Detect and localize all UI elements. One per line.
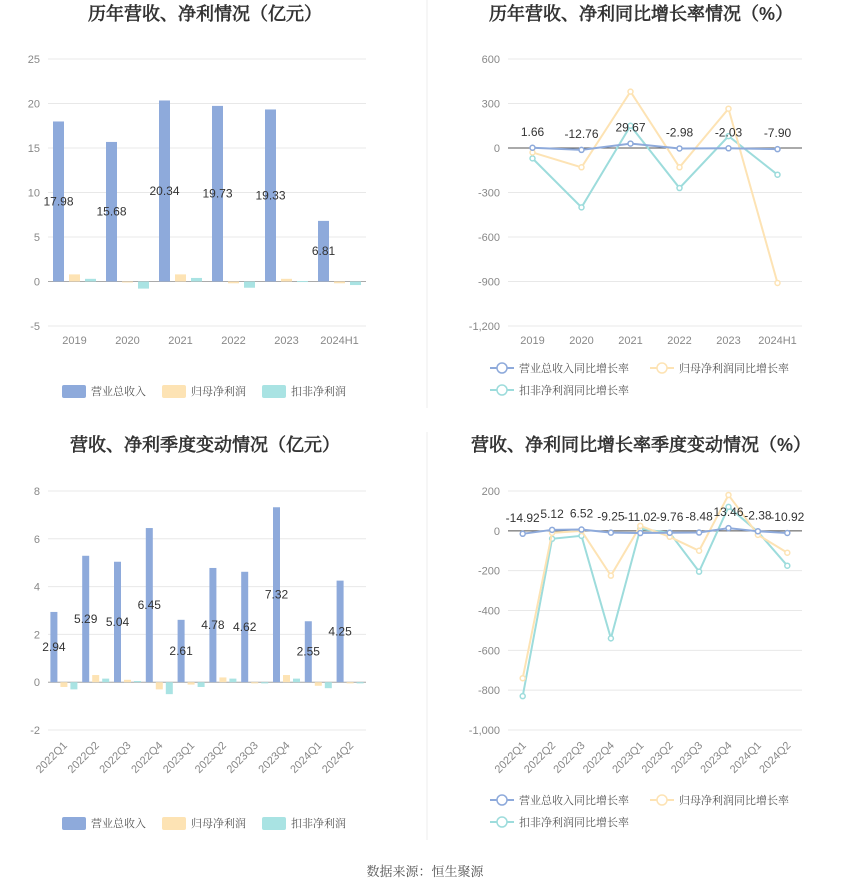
data-point [697,530,702,535]
plot-area [521,89,792,285]
x-tick-label: 2024Q1 [288,739,325,776]
plot-area [43,100,361,288]
x-tick-label: 2022Q1 [492,739,529,776]
x-tick-label: 2023Q4 [698,739,735,776]
data-point [785,531,790,536]
series-line [523,507,788,696]
legend-item-deducted-net-profit[interactable] [262,384,346,398]
data-point [520,531,525,536]
bar [175,274,186,281]
point-value-label: -9.76 [656,509,684,524]
point-value-label: -8.48 [685,509,713,524]
point-value-label: -9.25 [597,509,625,524]
legend-marker [497,363,507,373]
bar [166,682,173,694]
bar [138,282,149,289]
point-value-label: -7.90 [763,126,792,141]
data-point [628,89,633,94]
annual-revenue-profit-chart [28,3,366,398]
x-tick-label: 2023Q2 [192,739,230,776]
chart-title: 营收、净利同比增长率季度变动情况（%） [470,435,812,455]
legend-item-revenue-growth[interactable] [490,793,629,807]
x-tick-label: 2024Q1 [727,739,765,776]
legend-label: 营业总收入同比增长率 [519,795,629,807]
x-tick-label: 2022Q4 [580,739,618,776]
y-tick-label: 0 [493,143,500,155]
data-point [608,636,613,641]
legend-swatch [62,385,86,398]
x-tick-label: 2023Q3 [224,739,261,776]
y-tick-label: 0 [33,276,40,289]
bar-value-label: 4.25 [328,624,352,639]
bar [334,282,345,284]
x-tick-label: 2022Q3 [97,739,134,776]
data-point [530,156,535,161]
legend-item-revenue[interactable] [62,384,146,398]
y-tick-label: 25 [27,54,40,66]
bar [315,682,322,686]
y-tick-label: 6 [33,533,40,546]
y-tick-label: -900 [477,276,500,289]
y-tick-label: 200 [481,486,500,498]
data-point [520,694,525,699]
bar-value-label: 6.81 [311,244,336,259]
data-point [638,523,643,528]
legend-swatch [262,385,286,398]
legend-label: 营业总收入 [91,818,146,830]
point-value-label: 13.46 [713,505,744,520]
legend [490,361,789,397]
y-tick-label: 8 [33,486,40,498]
y-tick-label: 5 [33,232,40,244]
point-value-label: -11.02 [623,510,657,525]
bar [134,681,141,682]
bar [325,682,332,688]
bar [191,278,202,282]
bar-value-label: 5.29 [74,611,98,626]
legend-item-deducted-net-profit[interactable] [262,816,346,830]
bar [102,679,109,683]
data-point [785,563,790,568]
legend-item-parent-net-profit[interactable] [162,816,246,830]
point-value-label: -14.92 [505,510,540,525]
x-tick-label: 2024H1 [758,335,797,347]
data-point [638,531,643,536]
y-tick-label: 0 [33,677,40,690]
bar [283,675,290,682]
y-tick-label: 15 [27,143,40,155]
bar [228,282,239,284]
bar-value-label: 20.34 [149,183,180,198]
x-tick-label: 2019 [62,335,87,347]
bar [70,682,77,689]
x-tick-label: 2022Q4 [129,739,166,776]
legend-label: 扣非净利润同比增长率 [519,385,629,397]
data-point [726,146,731,151]
legend [62,816,346,830]
data-point [775,147,780,152]
plot-area [42,507,363,694]
legend-item-deducted-growth[interactable] [490,383,629,397]
data-point [579,165,584,170]
point-value-label: -2.98 [665,125,694,140]
point-value-label: -2.03 [714,125,743,140]
x-tick-label: 2019 [520,335,545,347]
data-point [726,526,731,531]
x-tick-label: 2021 [618,335,643,347]
data-point [579,147,584,152]
legend-label: 归母净利润 [191,818,246,830]
point-value-label: 6.52 [569,506,594,521]
bar-value-label: 5.04 [105,614,130,629]
legend [62,384,346,398]
legend-label: 扣非净利润 [291,386,346,398]
point-value-label: -10.92 [770,510,805,525]
legend-swatch [62,817,86,830]
bar [251,682,258,683]
bar-value-label: 4.62 [233,619,257,634]
x-tick-label: 2023Q3 [669,739,706,776]
legend-swatch [162,817,186,830]
plot-area [506,492,805,698]
bar [92,675,99,682]
legend-item-revenue-growth[interactable] [490,361,629,375]
legend-label: 营业总收入 [91,386,146,398]
y-tick-label: -800 [477,685,500,698]
bar-value-label: 2.55 [296,644,320,659]
legend-marker [657,363,667,373]
legend-marker [497,817,507,827]
bar [297,281,308,282]
data-point [775,280,780,285]
y-tick-label: -400 [477,605,500,618]
y-tick-label: 300 [481,98,500,111]
chart-title: 营收、净利季度变动情况（亿元） [70,435,340,455]
bar-value-label: 4.78 [201,618,225,633]
y-tick-label: 0 [493,525,500,538]
y-tick-label: -600 [477,232,500,244]
x-tick-label: 2023Q4 [256,739,293,776]
x-tick-label: 2022Q2 [65,739,102,776]
bar-value-label: 19.73 [202,186,233,201]
point-value-label: -12.76 [564,126,599,141]
y-tick-label: -2 [30,725,40,737]
x-tick-label: 2022Q3 [551,739,588,776]
data-source: 数据来源：恒生聚源 [366,864,484,879]
bar [122,282,133,283]
data-point [755,529,760,534]
x-tick-label: 2022 [221,335,246,347]
x-tick-label: 2020 [115,335,140,347]
data-point [677,186,682,191]
y-tick-label: 20 [27,98,40,111]
legend [490,793,789,829]
bar [60,682,67,687]
data-point [579,205,584,210]
legend-marker [497,795,507,805]
series-line [533,92,778,283]
data-point [697,548,702,553]
x-tick-label: 2021 [168,335,193,347]
legend-item-revenue[interactable] [62,816,146,830]
y-axis [28,54,366,333]
bar [357,682,364,683]
bar [261,682,268,683]
chart-title: 历年营收、净利同比增长率情况（%） [488,4,794,24]
bar [85,279,96,282]
x-axis [62,335,359,347]
x-tick-label: 2020 [569,335,594,347]
point-value-label: 5.12 [540,506,564,521]
bar-value-label: 2.94 [42,640,66,655]
bar [124,680,131,682]
x-tick-label: 2024H1 [320,335,359,347]
data-point [579,527,584,532]
x-tick-label: 2023 [274,335,299,347]
legend-label: 营业总收入同比增长率 [519,363,629,375]
quarterly-revenue-profit-chart [30,434,366,830]
y-tick-label: -5 [30,321,40,333]
bar-value-label: 2.61 [169,644,193,659]
data-point [608,530,613,535]
legend-swatch [262,817,286,830]
bar [69,274,80,281]
data-point [677,165,682,170]
y-tick-label: -300 [477,187,500,200]
legend-swatch [162,385,186,398]
y-tick-label: -1,000 [468,725,500,737]
bar-value-label: 19.33 [255,188,286,203]
y-tick-label: 600 [481,54,500,66]
x-axis [493,740,794,776]
y-tick-label: 10 [27,187,40,200]
x-tick-label: 2022Q2 [522,739,559,776]
bar [293,679,300,683]
y-tick-label: -1,200 [468,321,500,333]
legend-label: 归母净利润同比增长率 [679,795,789,807]
legend-label: 归母净利润同比增长率 [679,363,789,375]
x-tick-label: 2022Q1 [33,739,71,776]
bar-value-label: 15.68 [96,204,127,219]
bar [350,282,361,286]
y-tick-label: 4 [33,581,40,594]
point-value-label: 29.67 [615,120,646,135]
legend-label: 扣非净利润 [291,818,346,830]
point-value-label: -2.38 [744,508,772,523]
legend-item-deducted-growth[interactable] [490,815,629,829]
point-value-label: 1.66 [520,124,545,139]
x-tick-label: 2023Q1 [610,739,647,776]
bar [219,677,226,682]
data-point [775,172,780,177]
data-point [726,492,731,497]
data-point [697,569,702,574]
data-point [608,573,613,578]
legend-item-parent-net-profit[interactable] [162,384,246,398]
data-point [726,106,731,111]
x-axis [34,740,356,776]
bar-value-label: 7.32 [264,587,289,602]
x-tick-label: 2024Q2 [320,739,357,776]
data-point [530,145,535,150]
x-tick-label: 2023 [716,335,741,347]
annual-growth-rate-chart [469,3,802,397]
bar [156,682,163,689]
data-point [520,676,525,681]
data-point [628,141,633,146]
x-tick-label: 2022 [667,335,692,347]
legend-label: 扣非净利润同比增长率 [519,817,629,829]
bar [188,682,195,684]
chart-title: 历年营收、净利情况（亿元） [88,4,322,24]
bar [229,679,236,683]
bar [244,282,255,288]
y-tick-label: -200 [477,565,500,578]
quarterly-growth-rate-chart [469,434,811,829]
bar-value-label: 6.45 [137,598,161,613]
x-tick-label: 2023Q2 [639,739,676,776]
legend-marker [657,795,667,805]
bar [281,279,292,282]
bar-value-label: 17.98 [43,194,74,209]
legend-item-parent-growth[interactable] [650,793,789,807]
data-point [550,527,555,532]
y-tick-label: -600 [477,645,500,658]
legend-item-parent-growth[interactable] [650,361,789,375]
y-tick-label: 2 [33,629,40,642]
x-tick-label: 2023Q1 [161,739,198,776]
legend-label: 归母净利润 [191,386,246,398]
data-point [677,146,682,151]
x-tick-label: 2024Q2 [757,739,794,776]
data-point [785,550,790,555]
data-point [667,530,672,535]
bar [347,682,354,683]
bar [198,682,205,687]
legend-marker [497,385,507,395]
x-axis [520,335,797,347]
